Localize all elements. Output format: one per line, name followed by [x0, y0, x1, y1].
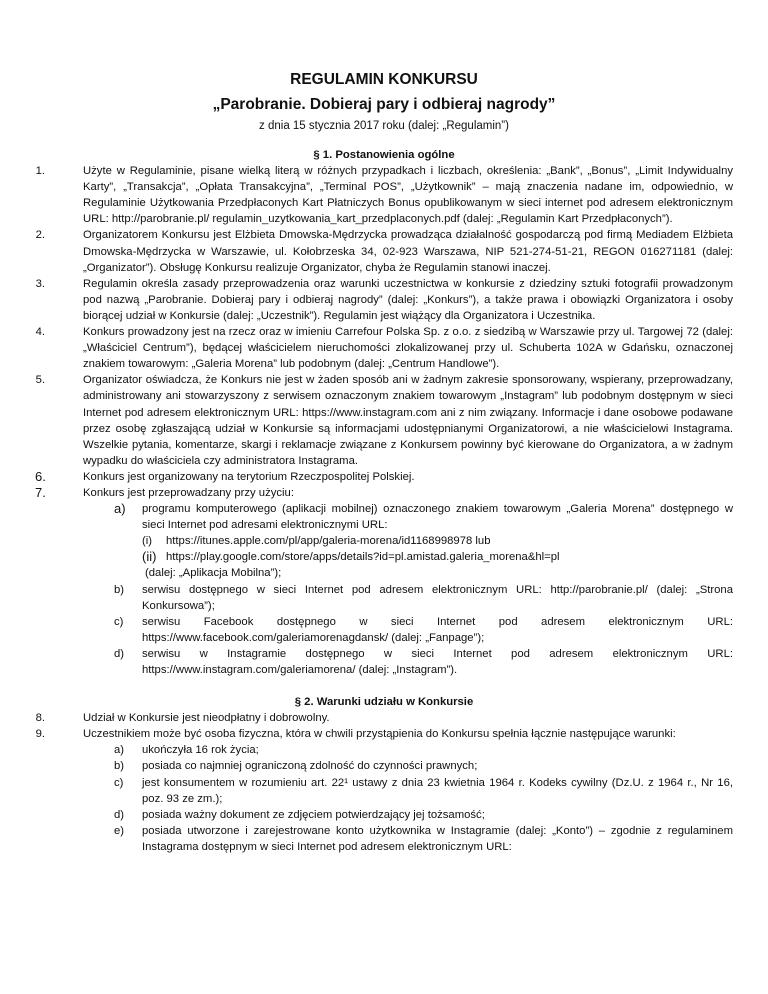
item-number: 8.	[35, 712, 45, 725]
sub-item	[35, 823, 733, 855]
sub-item-text: posiada ważny dokument ze zdjęciem potwierdzający jej tożsamość;	[142, 808, 485, 821]
list-item	[35, 324, 733, 372]
sub-item	[35, 614, 733, 646]
item-text: Użyte w Regulaminie, pisane wielką literą w różnych przypadkach i liczbach, określenia: „Bank”, „Bonus”, „Limit Indywidualny Karty”, „Transakcja”, „Opłata Transakcyjna”, „Terminal POS”, „Użytkownik” – mają znaczenia nadane im, odpowiednio, w Regulaminie Użytkowania Przedpłaconych Kart Płatniczych Bonus opublikowanym w sieci internet pod adresem elektronicznym URL: http://parobranie.pl/ regulamin_uzytkowania_kart_przedplaconych.pdf (dalej: „Regulamin Kart Przedpłaconych”).	[83, 165, 733, 226]
sub-item-text: serwisu dostępnego w sieci Internet pod adresem elektronicznym URL: http://parobranie.pl/ (dalej: „Strona Konkursowa”);	[142, 583, 733, 612]
sub-item-letter: b)	[114, 583, 125, 596]
sub-item-text: posiada utworzone i zarejestrowane konto użytkownika w Instagramie (dalej: „Konto”) – zgodnie z regulaminem Instagrama dostępnym w sieci Internet pod adresem elektronicznym URL:	[142, 824, 733, 853]
sub-item	[35, 742, 733, 758]
sub-item-letter: d)	[114, 647, 125, 660]
sub-item	[35, 807, 733, 823]
item-text: Organizator oświadcza, że Konkurs nie jest w żaden sposób ani w żadnym zakresie sponsorowany, wspierany, przeprowadzany, administrowany ani stowarzyszony z serwisem oznaczonym znakiem towarowym „Instagram” lub podobnym dostępnym w sieci Internet pod adresem elektronicznym URL: https://www.instagram.com ani z nim związany. Informacje i dane osobowe podawane przez osobę zgłaszającą udział w Konkursie są informacjami udostępnianymi Organizatorowi, a nie właścicielowi Instagrama. Wszelkie pytania, komentarze, skargi i reklamacje związane z Konkursem powinny być kierowane do Organizatora, a w żadnym wypadku do właściciela czy administratora Instagrama.	[83, 374, 733, 467]
sub-item-text: programu komputerowego (aplikacji mobilnej) oznaczonego znakiem towarowym „Galeria Morena” dostępnego w sieci Internet pod adresami elektronicznymi URL:	[142, 503, 733, 532]
item-number: 2.	[35, 229, 45, 242]
list-item	[35, 710, 733, 726]
sub-item-text: posiada co najmniej ograniczoną zdolność do czynności prawnych;	[142, 760, 478, 773]
sub-item-letter: c)	[114, 776, 124, 789]
sub-item-text: serwisu Facebook dostępnego w sieci Internet pod adresem elektronicznym URL: https://www.facebook.com/galeriamorenagdansk/ (dalej: „Fanpage”);	[142, 615, 733, 644]
url-link[interactable]: https://itunes.apple.com/pl/app/galeria-morena/id1168998978 lub	[166, 535, 491, 548]
item-text: Uczestnikiem może być osoba fizyczna, która w chwili przystąpienia do Konkursu spełnia łącznie następujące warunki:	[83, 728, 676, 741]
item-number: 9.	[35, 728, 45, 741]
item-number: 5.	[35, 374, 45, 387]
item-text: Konkurs jest przeprowadzany przy użyciu:	[83, 486, 294, 499]
document-date: z dnia 15 stycznia 2017 roku (dalej: „Regulamin”)	[259, 120, 509, 132]
section-heading: § 1. Postanowienia ogólne	[313, 149, 455, 161]
item-number: 3.	[35, 277, 45, 290]
list-item	[35, 726, 733, 742]
sub-item	[35, 501, 733, 533]
sub-item-letter: b)	[114, 760, 125, 773]
document-subtitle: „Parobranie. Dobieraj pary i odbieraj nagrody”	[212, 96, 556, 113]
url-link[interactable]: https://play.google.com/store/apps/details?id=pl.amistad.galeria_morena&hl=pl	[166, 551, 560, 564]
sub-item-continuation: (dalej: „Aplikacja Mobilna”);	[145, 567, 282, 580]
item-text: Konkurs jest organizowany na terytorium Rzeczpospolitej Polskiej.	[83, 470, 415, 483]
document-body	[35, 144, 733, 855]
sub-item-text: serwisu w Instagramie dostępnego w sieci Internet pod adresem elektronicznym URL: https://www.instagram.com/galeriamorena/ (dalej: „Instagram”).	[142, 647, 733, 676]
section-heading: § 2. Warunki udziału w Konkursie	[294, 696, 474, 709]
list-item	[35, 227, 733, 275]
list-item	[35, 163, 733, 227]
item-text: Regulamin określa zasady przeprowadzenia oraz warunki uczestnictwa w konkursie z dziedziny sztuki fotografii prowadzonym pod nazwą „Parobranie. Dobieraj pary i odbieraj nagrody” (dalej: „Konkurs”), a także prawa i obowiązki Organizatora i osoby biorącej udział w Konkursie (dalej: „Uczestnik”). Regulamin jest wiążący dla Organizatora i Uczestnika.	[83, 277, 733, 322]
item-text: Organizatorem Konkursu jest Elżbieta Dmowska-Mędrzycka prowadząca działalność gospodarczą pod firmą Mediadem Elżbieta Dmowska-Mędrzycka w Warszawie, ul. Kołobrzeska 34, 02-923 Warszawa, NIP 521-274-51-21, REGON 016271181 (dalej: „Organizator”). Obsługę Konkursu realizuje Organizator, chyba że Regulamin stanowi inaczej.	[83, 229, 733, 274]
sub-item-text: ukończyła 16 rok życia;	[142, 744, 259, 757]
item-number: 6.	[35, 468, 46, 484]
sub-item-letter: a)	[114, 501, 126, 517]
sub-item	[35, 646, 733, 678]
sub-item-letter: c)	[114, 615, 124, 628]
list-item	[35, 485, 733, 501]
sub-item-text: jest konsumentem w rozumieniu art. 22¹ ustawy z dnia 23 kwietnia 1964 r. Kodeks cywilny (Dz.U. z 1964 r., Nr 16, poz. 93 ze zm.);	[142, 776, 733, 805]
item-number: 1.	[35, 165, 45, 178]
list-item	[35, 276, 733, 324]
sub-item	[35, 582, 733, 614]
item-number: 7.	[35, 484, 46, 500]
url-item-numeral: (i)	[142, 535, 153, 548]
item-text: Udział w Konkursie jest nieodpłatny i dobrowolny.	[83, 712, 330, 725]
url-item	[35, 549, 733, 565]
url-item-numeral: (ii)	[142, 549, 157, 565]
sub-item-letter: e)	[114, 824, 125, 837]
sub-item	[35, 775, 733, 807]
item-text: Konkurs prowadzony jest na rzecz oraz w imieniu Carrefour Polska Sp. z o.o. z siedzibą w Warszawie przy ul. Targowej 72 (dalej: „Właściciel Centrum”), będącej właścicielem nieruchomości zlokalizowanej przy ul. Schuberta 102A w Gdańsku, oznaczonej znakiem towarowym: „Galeria Morena” lub podobnym (dalej: „Centrum Handlowe”).	[83, 326, 733, 371]
item-number: 4.	[35, 326, 45, 339]
document-title: REGULAMIN KONKURSU	[290, 71, 478, 88]
list-item	[35, 372, 733, 469]
list-item	[35, 469, 733, 485]
url-item	[35, 533, 733, 549]
sub-item	[35, 758, 733, 774]
sub-item-letter: d)	[114, 808, 125, 821]
sub-item-letter: a)	[114, 744, 125, 757]
